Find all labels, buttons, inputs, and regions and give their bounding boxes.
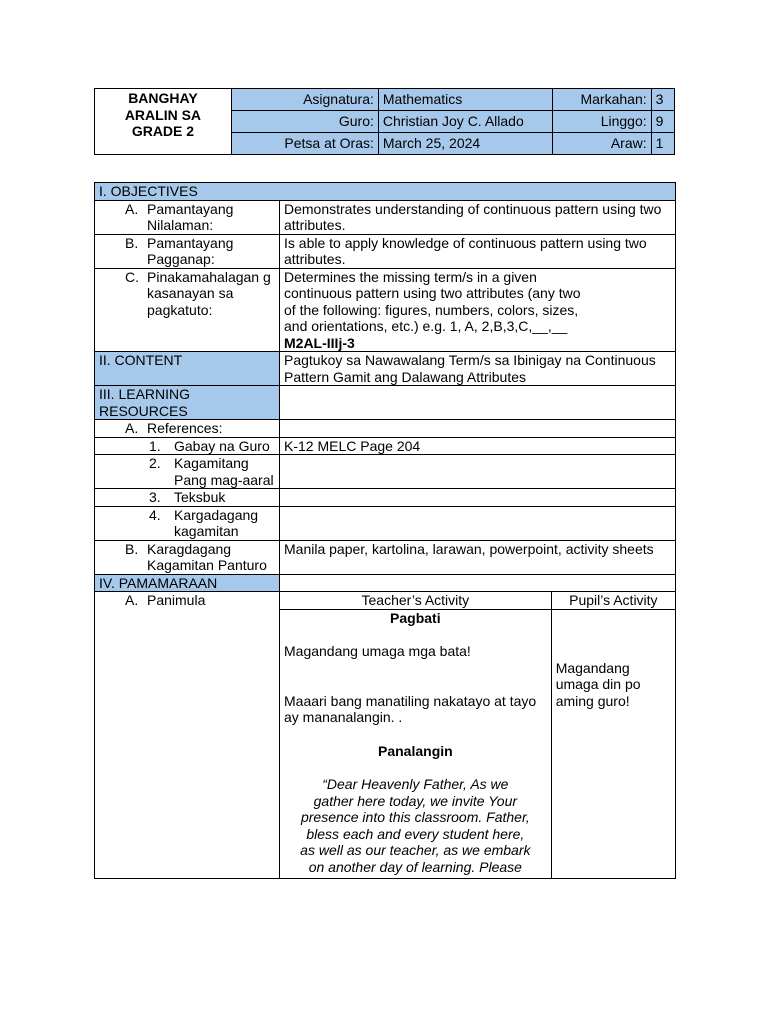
objective-c-label [95,268,280,352]
references-text: References: [147,420,223,436]
day-value: 1 [651,133,674,155]
activity-table [280,592,675,878]
quarter-label: Markahan: [553,89,651,111]
teacher-activity-header: Teacher’s Activity [280,592,551,609]
date-label: Petsa at Oras: [231,133,378,155]
resources-heading: III. LEARNING RESOURCES [95,386,280,420]
title-line-3: GRADE 2 [131,123,195,139]
pupil-greeting-response: Magandang umaga din po aming guro! [555,659,641,709]
resource-item-label [95,437,280,455]
objective-a-value: Demonstrates understanding of continuous pattern using two attributes. [280,200,676,234]
prayer-line: presence into this classroom. Father, [300,809,530,825]
introduction-label [95,592,280,879]
objective-c-marker: C. [125,268,139,285]
resource-item-text: Gabay na Guro [174,437,270,454]
objective-c-line: continuous pattern using two attributes (any two [284,285,581,301]
header-table [94,88,675,155]
prayer-line: on another day of learning. Please [308,858,522,875]
title-line-1: BANGHAY [128,90,198,106]
resource-item-label [95,489,280,507]
objective-b-text: Pamantayang Pagganap: [147,234,234,267]
resource-item-marker: 4. [149,506,161,523]
resource-item-text: Kargadagang kagamitan [174,506,259,539]
day-label: Araw: [553,133,651,155]
resource-item-value [280,506,676,540]
resource-item-marker: 3. [149,489,161,505]
resource-item-marker: 1. [149,437,161,454]
pupil-activity-header: Pupil’s Activity [551,592,675,609]
teacher-value: Christian Joy C. Allado [378,111,552,133]
objective-b-marker: B. [125,234,139,251]
resource-item-label [95,455,280,489]
teacher-activity-content [280,609,551,878]
prayer-line: as well as our teacher, as we embark [300,842,531,858]
additional-materials-marker: B. [125,540,139,557]
lesson-plan-table [94,182,676,879]
objective-a-marker: A. [125,200,139,217]
additional-materials-value: Manila paper, kartolina, larawan, powerpoint, activity sheets [280,540,676,574]
additional-materials-text: Karagdagang Kagamitan Panturo [147,540,267,573]
teacher-label: Guro: [231,111,378,133]
activity-cell [280,592,676,879]
resource-item-value [280,455,676,489]
subject-label: Asignatura: [231,89,378,111]
teacher-greeting: Magandang umaga mga bata! [284,643,471,659]
objectives-heading: I. OBJECTIVES [95,183,676,201]
date-value: March 25, 2024 [378,133,552,155]
resource-item-marker: 2. [149,455,161,471]
resources-value [280,386,676,420]
content-value: Pagtukoy sa Nawawalang Term/s sa Ibinigay na Continuous Pattern Gamit ang Dalawang Attributes [280,352,676,386]
quarter-value: 3 [651,89,674,111]
objective-c-value [280,268,676,352]
references-value [280,420,676,438]
references-label [95,420,280,438]
resource-item-value: K-12 MELC Page 204 [280,437,676,455]
subject-value: Mathematics [378,89,552,111]
additional-materials-label [95,540,280,574]
greeting-heading: Pagbati [390,609,441,626]
prayer-heading: Panalangin [378,742,453,759]
objective-a-text: Pamantayang Nilalaman: [147,200,234,233]
introduction-marker: A. [125,592,139,608]
objective-c-line: Determines the missing term/s in a given [284,268,537,285]
resource-item-text: Teksbuk [174,489,226,505]
pupil-activity-content [551,609,675,878]
objective-b-label [95,234,280,268]
prayer-text [284,776,547,875]
objective-a-label [95,200,280,234]
prayer-line: “Dear Heavenly Father, As we [322,776,509,792]
prayer-line: gather here today, we invite Your [313,792,518,809]
objective-c-line: of the following: figures, numbers, colors, sizes, [284,301,579,318]
week-value: 9 [651,111,674,133]
prayer-line: bless each and every student here, [306,825,525,842]
introduction-text: Panimula [147,592,206,608]
resource-item-text: Kagamitang Pang mag-aaral [174,455,274,488]
teacher-prayer-request: Maaari bang manatiling nakatayo at tayo ay mananalangin. . [284,692,537,725]
objective-b-value: Is able to apply knowledge of continuous pattern using two attributes. [280,234,676,268]
title-line-2: ARALIN SA [124,106,202,123]
competency-code: M2AL-IIIj-3 [284,334,355,351]
references-marker: A. [125,420,139,436]
resource-item-label [95,506,280,540]
lesson-plan-title [95,89,232,155]
procedure-value [280,574,676,592]
objective-c-text: Pinakamahalagan g kasanayan sa pagkatuto: [147,268,271,318]
resource-item-value [280,489,676,507]
week-label: Linggo: [553,111,651,133]
objective-c-line: and orientations, etc.) e.g. 1, A, 2,B,3,C,__,__ [284,318,568,334]
procedure-heading: IV. PAMAMARAAN [95,574,280,592]
content-heading: II. CONTENT [95,352,280,386]
